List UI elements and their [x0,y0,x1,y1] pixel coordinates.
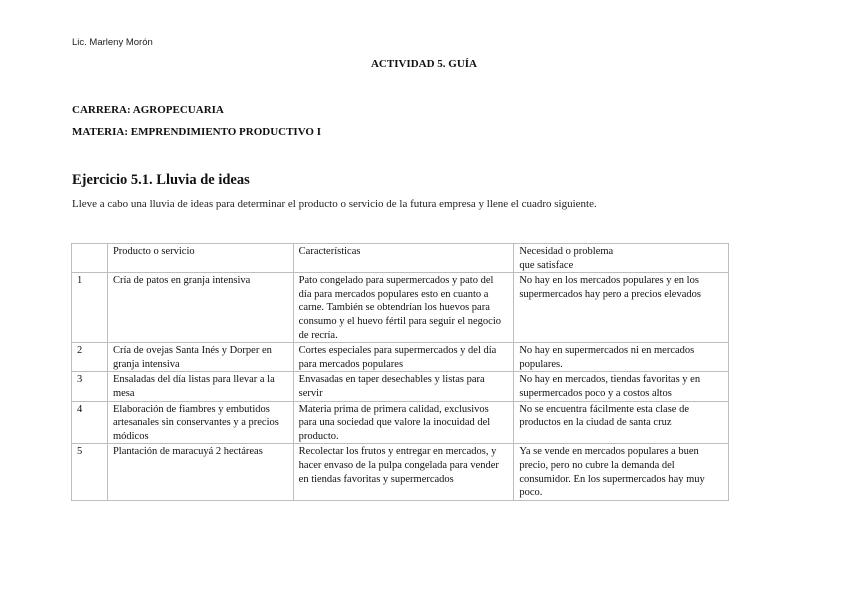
cell-features: Materia prima de primera calidad, exclusivos para una sociedad que valore la inocuidad del producto. [293,401,514,444]
header-need-line1: Necesidad o problema [519,246,614,257]
header-features: Características [293,244,514,273]
table-row [72,343,729,372]
cell-features: Cortes especiales para supermercados y del día para mercados populares [293,343,514,372]
carrera-label: CARRERA: AGROPECUARIA [72,104,224,116]
cell-need: No hay en mercados, tiendas favoritas y en supermercados poco y a costos altos [514,372,729,401]
author-header: Lic. Marleny Morón [72,37,153,48]
table-row [72,372,729,401]
cell-number: 5 [72,444,108,500]
instructions-text: Lleve a cabo una lluvia de ideas para determinar el producto o servicio de la futura empresa y llene el cuadro siguiente. [72,198,597,210]
cell-number: 4 [72,401,108,444]
cell-need: No hay en supermercados ni en mercados populares. [514,343,729,372]
cell-need: No se encuentra fácilmente esta clase de productos en la ciudad de santa cruz [514,401,729,444]
cell-product: Ensaladas del día listas para llevar a la mesa [107,372,293,401]
cell-number: 1 [72,273,108,343]
cell-product: Elaboración de fiambres y embutidos artesanales sin conservantes y a precios módicos [107,401,293,444]
cell-features: Envasadas en taper desechables y listas para servir [293,372,514,401]
header-need [514,244,729,273]
cell-product: Plantación de maracuyá 2 hectáreas [107,444,293,500]
cell-number: 2 [72,343,108,372]
cell-features: Recolectar los frutos y entregar en mercados, y hacer envaso de la pulpa congelada para vender en tiendas favoritas y supermercados [293,444,514,500]
section-title: Ejercicio 5.1. Lluvia de ideas [72,172,250,188]
cell-need: No hay en los mercados populares y en los supermercados hay pero a precios elevados [514,273,729,343]
table-header-row [72,244,729,273]
materia-label: MATERIA: EMPRENDIMIENTO PRODUCTIVO I [72,126,322,138]
table-row [72,401,729,444]
header-number [72,244,108,273]
cell-features: Pato congelado para supermercados y pato del día para mercados populares esto en cuanto a carne. También se obtendrían los huevos para consumo y el huevo fértil para seguir el negocio de recría. [293,273,514,343]
cell-number: 3 [72,372,108,401]
ideas-table [71,243,729,501]
document-title: ACTIVIDAD 5. GUÍA [370,58,478,70]
table-row [72,444,729,500]
header-product: Producto o servicio [107,244,293,273]
cell-need: Ya se vende en mercados populares a buen precio, pero no cubre la demanda del consumidor. En los supermercados hay muy poco. [514,444,729,500]
cell-product: Cría de ovejas Santa Inés y Dorper en granja intensiva [107,343,293,372]
header-need-line2: que satisface [519,259,574,271]
table-row [72,273,729,343]
cell-product: Cría de patos en granja intensiva [107,273,293,343]
